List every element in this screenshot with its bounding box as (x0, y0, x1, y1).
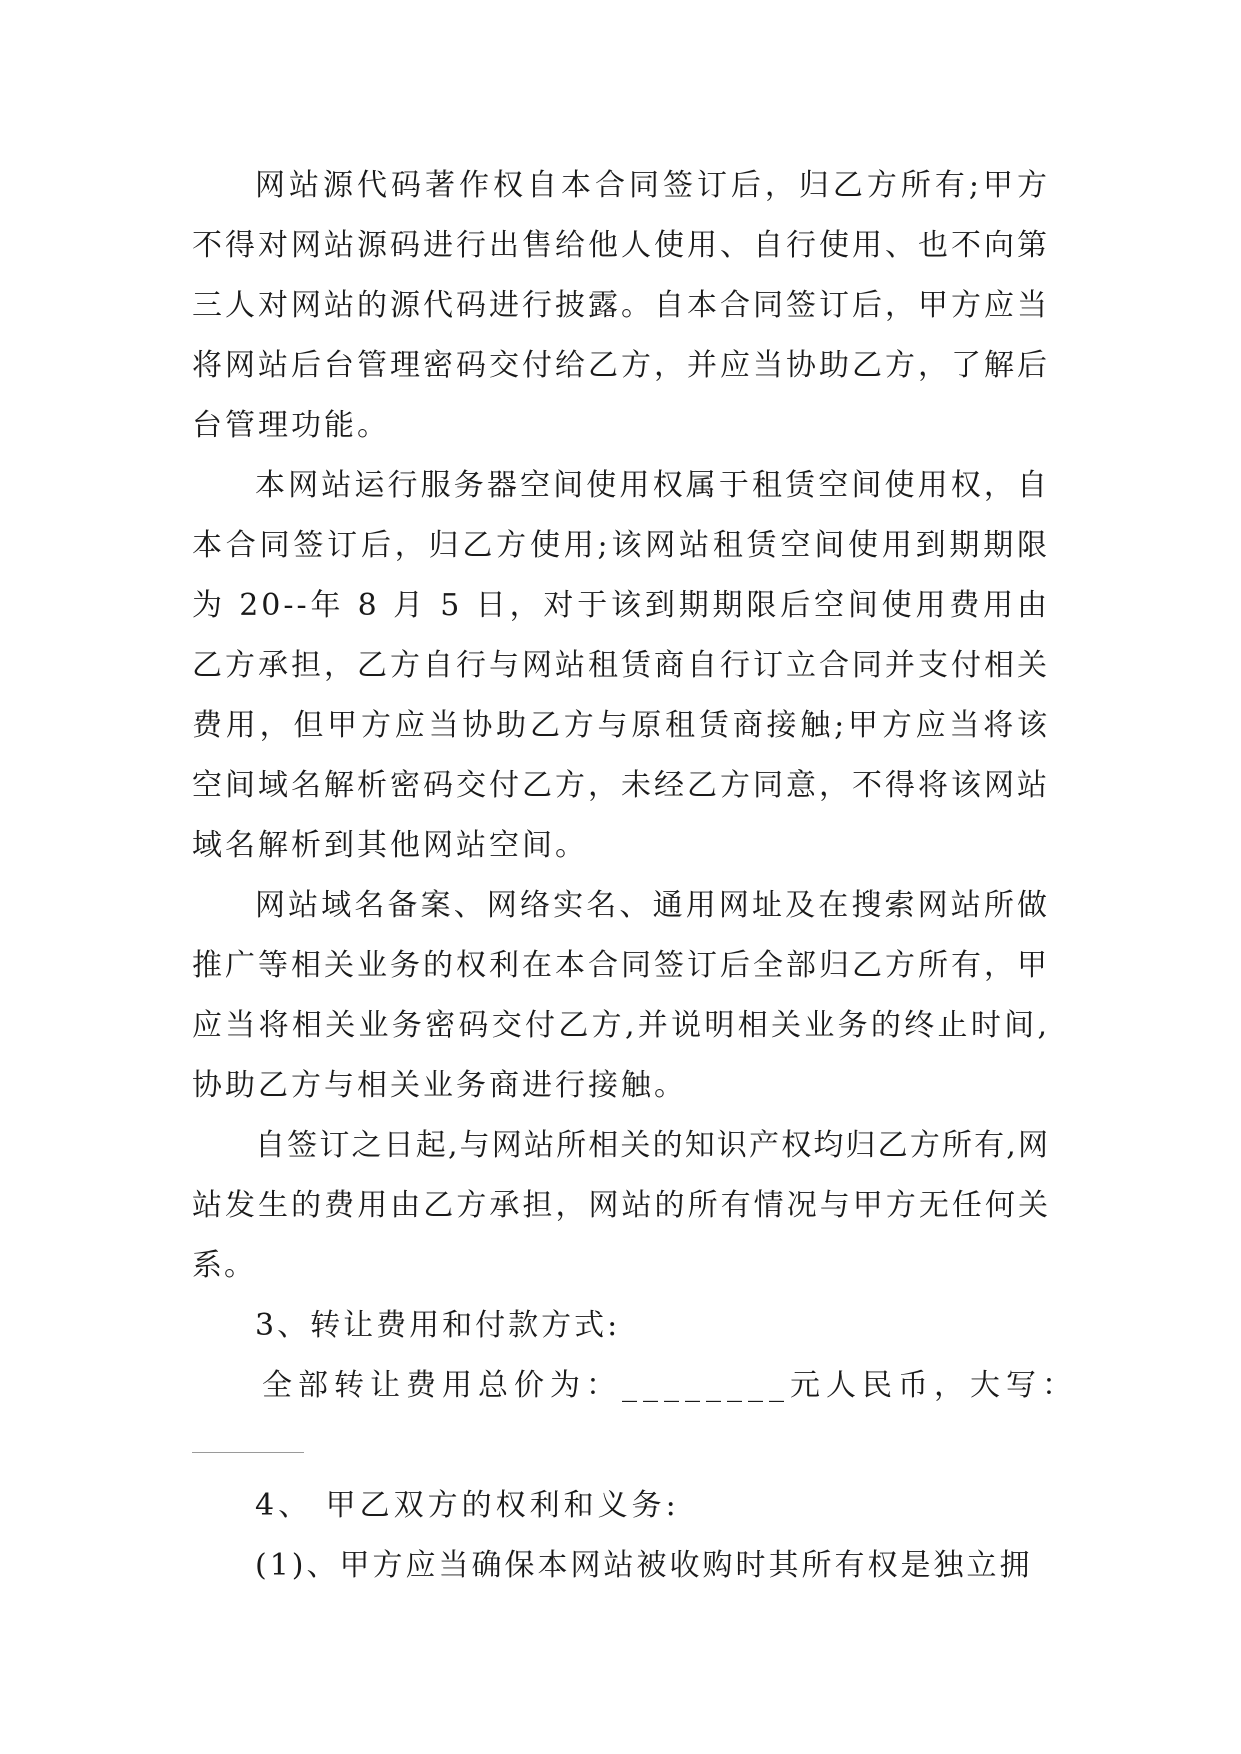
price-line: 全部转让费用总价为：________元人民币，大写： (262, 1368, 1078, 1403)
clause-1: (1)、甲方应当确保本网站被收购时其所有权是独立拥 (255, 1548, 1033, 1583)
paragraph-source-code-copyright: 网站源代码著作权自本合同签订后，归乙方所有;甲方不得对网站源码进行出售给他人使用、自行使用、也不向第三人对网站的源代码进行披露。自本合同签订后，甲方应当将网站后台管理密码交付给乙方，并应当协助乙方，了解后台管理功能。 (192, 168, 1050, 443)
amount-in-words-blank (192, 1416, 1050, 1476)
paragraph-domain-services: 网站域名备案、网络实名、通用网址及在搜索网站所做推广等相关业务的权利在本合同签订后全部归乙方所有，甲应当将相关业务密码交付乙方,并说明相关业务的终止时间,协助乙方与相关业务商进行接触。 (192, 888, 1050, 1103)
blank-underline (192, 1452, 304, 1453)
section-3-heading: 3、转让费用和付款方式: (255, 1308, 621, 1343)
paragraph-server-space: 本网站运行服务器空间使用权属于租赁空间使用权，自本合同签订后，归乙方使用;该网站租赁空间使用到期期限为 20--年 8 月 5 日，对于该到期期限后空间使用费用由乙方承担，乙方自行与网站租赁商自行订立合同并支付相关费用，但甲方应当协助乙方与原租赁商接触;甲方应当将该空间域名解析密码交付乙方，未经乙方同意，不得将该网站域名解析到其他网站空间。 (192, 468, 1050, 863)
paragraph-intellectual-property: 自签订之日起,与网站所相关的知识产权均归乙方所有,网站发生的费用由乙方承担，网站的所有情况与甲方无任何关系。 (192, 1128, 1050, 1283)
section-4-heading: 4、 甲乙双方的权利和义务: (255, 1488, 680, 1523)
document-body (192, 156, 1078, 1596)
